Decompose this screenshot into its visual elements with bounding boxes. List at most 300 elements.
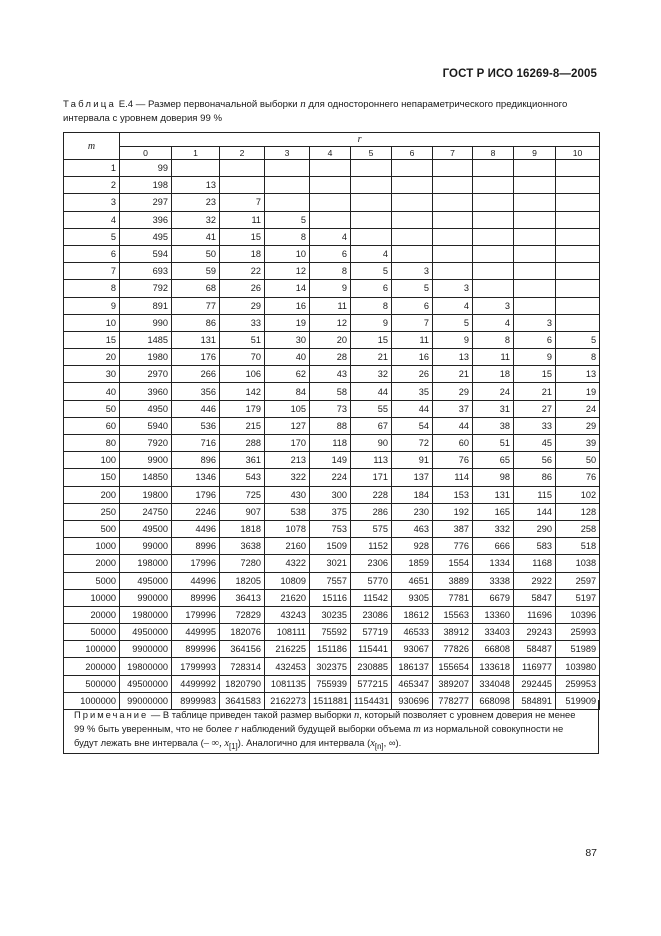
table-row bbox=[64, 160, 600, 177]
table-cell bbox=[473, 177, 514, 194]
row-m-value: 60 bbox=[64, 417, 120, 434]
table-cell: 896 bbox=[172, 452, 220, 469]
table-cell: 114 bbox=[433, 469, 473, 486]
note-var-r: r bbox=[234, 724, 239, 736]
table-cell: 26 bbox=[220, 280, 265, 297]
table-cell: 49500 bbox=[120, 520, 172, 537]
row-m-value: 9 bbox=[64, 297, 120, 314]
table-cell: 60 bbox=[433, 435, 473, 452]
table-cell: 575 bbox=[351, 520, 392, 537]
table-cell: 33403 bbox=[473, 624, 514, 641]
table-cell: 2246 bbox=[172, 503, 220, 520]
table-cell: 7 bbox=[220, 194, 265, 211]
table-cell: 495000 bbox=[120, 572, 172, 589]
table-cell: 536 bbox=[172, 417, 220, 434]
table-cell: 11542 bbox=[351, 589, 392, 606]
table-cell: 33 bbox=[514, 417, 556, 434]
table-cell bbox=[473, 245, 514, 262]
table-cell bbox=[514, 211, 556, 228]
table-cell: 15 bbox=[220, 228, 265, 245]
table-cell: 725 bbox=[220, 486, 265, 503]
table-cell: 465347 bbox=[392, 675, 433, 692]
table-cell bbox=[310, 211, 351, 228]
note-var-m: m bbox=[413, 724, 421, 736]
table-cell bbox=[351, 177, 392, 194]
caption-number: Е.4 bbox=[118, 99, 134, 110]
table-row bbox=[64, 211, 600, 228]
table-cell: 1796 bbox=[172, 486, 220, 503]
table-cell bbox=[310, 177, 351, 194]
note-interval-1: – ∞, x bbox=[203, 738, 230, 750]
table-cell: 16 bbox=[392, 349, 433, 366]
table-cell: 99000000 bbox=[120, 692, 172, 709]
table-cell: 449995 bbox=[172, 624, 220, 641]
table-cell: 29 bbox=[220, 297, 265, 314]
table-cell bbox=[172, 160, 220, 177]
table-cell: 583 bbox=[514, 538, 556, 555]
table-cell: 577215 bbox=[351, 675, 392, 692]
table-cell: 115 bbox=[514, 486, 556, 503]
table-cell: 3641583 bbox=[220, 692, 265, 709]
table-cell: 106 bbox=[220, 366, 265, 383]
table-row bbox=[64, 228, 600, 245]
table-cell bbox=[433, 194, 473, 211]
table-cell: 792 bbox=[120, 280, 172, 297]
table-cell: 778277 bbox=[433, 692, 473, 709]
row-m-value: 200 bbox=[64, 486, 120, 503]
table-cell: 13 bbox=[556, 366, 600, 383]
table-cell: 375 bbox=[310, 503, 351, 520]
caption-var-n: n bbox=[300, 98, 306, 110]
table-cell bbox=[473, 280, 514, 297]
table-cell: 213 bbox=[265, 452, 310, 469]
r-values-header-row bbox=[64, 147, 600, 160]
table-cell: 62 bbox=[265, 366, 310, 383]
table-cell: 891 bbox=[120, 297, 172, 314]
table-cell: 1334 bbox=[473, 555, 514, 572]
table-cell: 133618 bbox=[473, 658, 514, 675]
table-cell: 28 bbox=[310, 349, 351, 366]
table-cell: 51 bbox=[473, 435, 514, 452]
table-cell bbox=[556, 297, 600, 314]
table-cell: 88 bbox=[310, 417, 351, 434]
row-m-value: 250 bbox=[64, 503, 120, 520]
table-cell: 1554 bbox=[433, 555, 473, 572]
table-cell: 86 bbox=[172, 314, 220, 331]
table-cell: 118 bbox=[310, 435, 351, 452]
table-cell: 230 bbox=[392, 503, 433, 520]
r-column-6: 6 bbox=[392, 147, 433, 160]
table-cell: 31 bbox=[473, 400, 514, 417]
table-cell: 990000 bbox=[120, 589, 172, 606]
table-cell: 4499992 bbox=[172, 675, 220, 692]
table-row bbox=[64, 383, 600, 400]
table-cell: 32 bbox=[351, 366, 392, 383]
r-column-header: r bbox=[120, 133, 600, 147]
table-cell: 2597 bbox=[556, 572, 600, 589]
table-cell bbox=[514, 297, 556, 314]
r-column-7: 7 bbox=[433, 147, 473, 160]
table-cell: 36413 bbox=[220, 589, 265, 606]
table-cell: 33 bbox=[220, 314, 265, 331]
table-cell: 258 bbox=[556, 520, 600, 537]
table-cell: 1820790 bbox=[220, 675, 265, 692]
table-cell: 51 bbox=[220, 331, 265, 348]
table-cell: 19800 bbox=[120, 486, 172, 503]
table-cell: 93067 bbox=[392, 641, 433, 658]
table-cell: 4 bbox=[433, 297, 473, 314]
table-cell: 6 bbox=[351, 280, 392, 297]
row-m-value: 3 bbox=[64, 194, 120, 211]
note-text-3: наблюдений будущей выборки объема bbox=[238, 723, 414, 735]
table-cell: 38 bbox=[473, 417, 514, 434]
table-cell: 495 bbox=[120, 228, 172, 245]
table-cell: 13 bbox=[172, 177, 220, 194]
table-cell: 230885 bbox=[351, 658, 392, 675]
table-cell: 29 bbox=[433, 383, 473, 400]
table-cell bbox=[514, 160, 556, 177]
table-cell bbox=[556, 245, 600, 262]
row-m-value: 4 bbox=[64, 211, 120, 228]
table-cell: 3 bbox=[433, 280, 473, 297]
table-cell: 50 bbox=[172, 245, 220, 262]
table-cell: 1154431 bbox=[351, 692, 392, 709]
table-row bbox=[64, 245, 600, 262]
table-cell: 103980 bbox=[556, 658, 600, 675]
table-cell: 30 bbox=[265, 331, 310, 348]
table-cell bbox=[433, 228, 473, 245]
table-cell: 1346 bbox=[172, 469, 220, 486]
row-m-value: 100 bbox=[64, 452, 120, 469]
table-cell: 259953 bbox=[556, 675, 600, 692]
note-text-4: из нормальной совокупности не будут лежать вне интервала ( bbox=[74, 723, 564, 749]
table-cell: 179996 bbox=[172, 606, 220, 623]
r-column-9: 9 bbox=[514, 147, 556, 160]
table-cell: 49500000 bbox=[120, 675, 172, 692]
table-cell: 5847 bbox=[514, 589, 556, 606]
table-cell: 215 bbox=[220, 417, 265, 434]
table-cell: 15116 bbox=[310, 589, 351, 606]
table-cell: 322 bbox=[265, 469, 310, 486]
table-cell: 7 bbox=[392, 314, 433, 331]
table-cell bbox=[392, 228, 433, 245]
row-m-value: 100000 bbox=[64, 641, 120, 658]
table-row bbox=[64, 606, 600, 623]
table-cell: 32 bbox=[172, 211, 220, 228]
r-column-0: 0 bbox=[120, 147, 172, 160]
table-cell: 5 bbox=[351, 263, 392, 280]
table-cell: 51989 bbox=[556, 641, 600, 658]
table-cell: 4 bbox=[473, 314, 514, 331]
table-cell: 18 bbox=[473, 366, 514, 383]
table-cell: 137 bbox=[392, 469, 433, 486]
table-cell: 108111 bbox=[265, 624, 310, 641]
table-row bbox=[64, 469, 600, 486]
table-row bbox=[64, 503, 600, 520]
table-cell: 9900000 bbox=[120, 641, 172, 658]
table-cell: 8 bbox=[265, 228, 310, 245]
table-cell: 7557 bbox=[310, 572, 351, 589]
table-cell bbox=[556, 177, 600, 194]
table-cell: 18 bbox=[220, 245, 265, 262]
table-cell: 300 bbox=[310, 486, 351, 503]
table-cell: 44996 bbox=[172, 572, 220, 589]
row-m-value: 2000 bbox=[64, 555, 120, 572]
caption-lead: Таблица bbox=[63, 99, 117, 110]
table-cell: 5 bbox=[556, 331, 600, 348]
table-cell bbox=[514, 263, 556, 280]
table-cell: 8 bbox=[351, 297, 392, 314]
table-cell: 15563 bbox=[433, 606, 473, 623]
table-cell bbox=[473, 160, 514, 177]
row-m-value: 30 bbox=[64, 366, 120, 383]
table-cell: 9305 bbox=[392, 589, 433, 606]
table-cell bbox=[392, 211, 433, 228]
table-cell: 13 bbox=[433, 349, 473, 366]
table-cell: 29243 bbox=[514, 624, 556, 641]
row-m-value: 8 bbox=[64, 280, 120, 297]
table-cell: 35 bbox=[392, 383, 433, 400]
table-cell: 198000 bbox=[120, 555, 172, 572]
table-cell: 11 bbox=[310, 297, 351, 314]
table-cell: 68 bbox=[172, 280, 220, 297]
table-cell: 228 bbox=[351, 486, 392, 503]
table-cell: 1859 bbox=[392, 555, 433, 572]
table-cell bbox=[392, 160, 433, 177]
table-cell: 66808 bbox=[473, 641, 514, 658]
table-caption bbox=[63, 98, 603, 125]
table-cell bbox=[220, 177, 265, 194]
table-cell: 463 bbox=[392, 520, 433, 537]
table-cell bbox=[310, 194, 351, 211]
row-m-value: 7 bbox=[64, 263, 120, 280]
table-row bbox=[64, 331, 600, 348]
table-cell: 668098 bbox=[473, 692, 514, 709]
row-m-value: 5000 bbox=[64, 572, 120, 589]
table-cell: 56 bbox=[514, 452, 556, 469]
table-cell: 1509 bbox=[310, 538, 351, 555]
row-m-value: 500 bbox=[64, 520, 120, 537]
table-cell: 10809 bbox=[265, 572, 310, 589]
table-cell: 22 bbox=[220, 263, 265, 280]
table-cell: 10 bbox=[265, 245, 310, 262]
table-cell: 155654 bbox=[433, 658, 473, 675]
table-row bbox=[64, 486, 600, 503]
table-cell: 4496 bbox=[172, 520, 220, 537]
table-cell bbox=[556, 228, 600, 245]
table-cell: 9 bbox=[433, 331, 473, 348]
table-cell: 24 bbox=[473, 383, 514, 400]
table-cell: 58 bbox=[310, 383, 351, 400]
table-cell: 288 bbox=[220, 435, 265, 452]
table-cell: 72 bbox=[392, 435, 433, 452]
table-cell: 26 bbox=[392, 366, 433, 383]
table-row bbox=[64, 417, 600, 434]
table-cell: 105 bbox=[265, 400, 310, 417]
table-cell: 38912 bbox=[433, 624, 473, 641]
table-cell bbox=[514, 245, 556, 262]
r-column-5: 5 bbox=[351, 147, 392, 160]
table-cell: 728314 bbox=[220, 658, 265, 675]
table-cell: 186137 bbox=[392, 658, 433, 675]
table-cell: 77 bbox=[172, 297, 220, 314]
r-column-2: 2 bbox=[220, 147, 265, 160]
table-cell: 127 bbox=[265, 417, 310, 434]
table-cell: 113 bbox=[351, 452, 392, 469]
table-cell: 716 bbox=[172, 435, 220, 452]
table-cell bbox=[473, 211, 514, 228]
table-cell: 184 bbox=[392, 486, 433, 503]
table-cell: 334048 bbox=[473, 675, 514, 692]
table-cell: 3338 bbox=[473, 572, 514, 589]
table-cell: 10396 bbox=[556, 606, 600, 623]
table-cell: 99 bbox=[120, 160, 172, 177]
row-m-value: 1000 bbox=[64, 538, 120, 555]
row-m-value: 500000 bbox=[64, 675, 120, 692]
table-cell: 907 bbox=[220, 503, 265, 520]
table-cell: 519909 bbox=[556, 692, 600, 709]
table-cell: 3638 bbox=[220, 538, 265, 555]
table-cell: 18205 bbox=[220, 572, 265, 589]
table-cell: 216225 bbox=[265, 641, 310, 658]
table-cell: 8996 bbox=[172, 538, 220, 555]
r-column-1: 1 bbox=[172, 147, 220, 160]
row-m-value: 10 bbox=[64, 314, 120, 331]
table-cell: 17996 bbox=[172, 555, 220, 572]
table-row bbox=[64, 572, 600, 589]
table-cell: 430 bbox=[265, 486, 310, 503]
table-cell: 37 bbox=[433, 400, 473, 417]
table-cell: 50 bbox=[556, 452, 600, 469]
table-cell: 54 bbox=[392, 417, 433, 434]
table-cell: 292445 bbox=[514, 675, 556, 692]
table-cell: 46533 bbox=[392, 624, 433, 641]
table-cell: 30235 bbox=[310, 606, 351, 623]
table-cell: 11 bbox=[220, 211, 265, 228]
table-cell bbox=[433, 177, 473, 194]
note-interval-2: x bbox=[370, 738, 375, 750]
table-cell: 361 bbox=[220, 452, 265, 469]
table-cell: 102 bbox=[556, 486, 600, 503]
table-cell: 990 bbox=[120, 314, 172, 331]
table-cell bbox=[351, 160, 392, 177]
row-m-value: 20 bbox=[64, 349, 120, 366]
table-cell: 151186 bbox=[310, 641, 351, 658]
table-row bbox=[64, 624, 600, 641]
row-m-value: 50 bbox=[64, 400, 120, 417]
table-cell bbox=[556, 280, 600, 297]
table-cell: 1980 bbox=[120, 349, 172, 366]
table-cell: 84 bbox=[265, 383, 310, 400]
row-m-value: 2 bbox=[64, 177, 120, 194]
table-cell: 70 bbox=[220, 349, 265, 366]
table-cell: 11 bbox=[473, 349, 514, 366]
table-cell: 7280 bbox=[220, 555, 265, 572]
table-cell bbox=[473, 228, 514, 245]
table-cell: 1818 bbox=[220, 520, 265, 537]
table-cell bbox=[514, 280, 556, 297]
table-cell: 432453 bbox=[265, 658, 310, 675]
table-cell bbox=[514, 177, 556, 194]
table-cell: 9900 bbox=[120, 452, 172, 469]
table-cell bbox=[351, 228, 392, 245]
table-cell bbox=[556, 263, 600, 280]
table-cell: 72829 bbox=[220, 606, 265, 623]
table-row bbox=[64, 280, 600, 297]
table-cell: 21 bbox=[351, 349, 392, 366]
table-cell: 25993 bbox=[556, 624, 600, 641]
r-column-3: 3 bbox=[265, 147, 310, 160]
table-cell: 57719 bbox=[351, 624, 392, 641]
note-text-1: — В таблице приведен такой размер выборки bbox=[148, 709, 354, 720]
table-cell: 12 bbox=[265, 263, 310, 280]
table-cell: 44 bbox=[392, 400, 433, 417]
caption-text-2: для одностороннего непараметрического предикционного интервала с уровнем доверия 99 % bbox=[63, 99, 568, 124]
table-cell: 14 bbox=[265, 280, 310, 297]
table-cell: 4651 bbox=[392, 572, 433, 589]
table-row bbox=[64, 555, 600, 572]
table-cell bbox=[265, 194, 310, 211]
table-cell: 3889 bbox=[433, 572, 473, 589]
table-cell: 364156 bbox=[220, 641, 265, 658]
table-cell: 131 bbox=[473, 486, 514, 503]
table-cell: 98 bbox=[473, 469, 514, 486]
table-cell: 594 bbox=[120, 245, 172, 262]
table-row bbox=[64, 658, 600, 675]
table-cell: 5770 bbox=[351, 572, 392, 589]
table-cell: 9 bbox=[351, 314, 392, 331]
table-cell: 45 bbox=[514, 435, 556, 452]
table-cell: 755939 bbox=[310, 675, 351, 692]
table-row bbox=[64, 641, 600, 658]
row-m-value: 20000 bbox=[64, 606, 120, 623]
table-cell: 19800000 bbox=[120, 658, 172, 675]
table-cell: 142 bbox=[220, 383, 265, 400]
table-cell bbox=[556, 160, 600, 177]
table-cell: 39 bbox=[556, 435, 600, 452]
table-cell: 75592 bbox=[310, 624, 351, 641]
table-cell: 1799993 bbox=[172, 658, 220, 675]
sample-size-table bbox=[63, 132, 600, 710]
table-cell: 1038 bbox=[556, 555, 600, 572]
table-cell: 332 bbox=[473, 520, 514, 537]
table-cell: 4 bbox=[310, 228, 351, 245]
table-row bbox=[64, 314, 600, 331]
table-cell bbox=[514, 228, 556, 245]
row-m-value: 50000 bbox=[64, 624, 120, 641]
table-cell: 5 bbox=[392, 280, 433, 297]
table-cell bbox=[392, 245, 433, 262]
table-cell: 23086 bbox=[351, 606, 392, 623]
table-cell bbox=[392, 177, 433, 194]
table-cell: 13360 bbox=[473, 606, 514, 623]
table-cell: 1168 bbox=[514, 555, 556, 572]
table-cell: 11696 bbox=[514, 606, 556, 623]
table-cell bbox=[433, 263, 473, 280]
table-cell bbox=[351, 211, 392, 228]
table-cell: 286 bbox=[351, 503, 392, 520]
table-cell: 153 bbox=[433, 486, 473, 503]
table-cell: 23 bbox=[172, 194, 220, 211]
table-cell: 182076 bbox=[220, 624, 265, 641]
table-cell: 8 bbox=[556, 349, 600, 366]
table-row bbox=[64, 297, 600, 314]
table-row bbox=[64, 452, 600, 469]
table-cell: 29 bbox=[556, 417, 600, 434]
table-cell: 389207 bbox=[433, 675, 473, 692]
table-cell: 11 bbox=[392, 331, 433, 348]
table-cell: 266 bbox=[172, 366, 220, 383]
